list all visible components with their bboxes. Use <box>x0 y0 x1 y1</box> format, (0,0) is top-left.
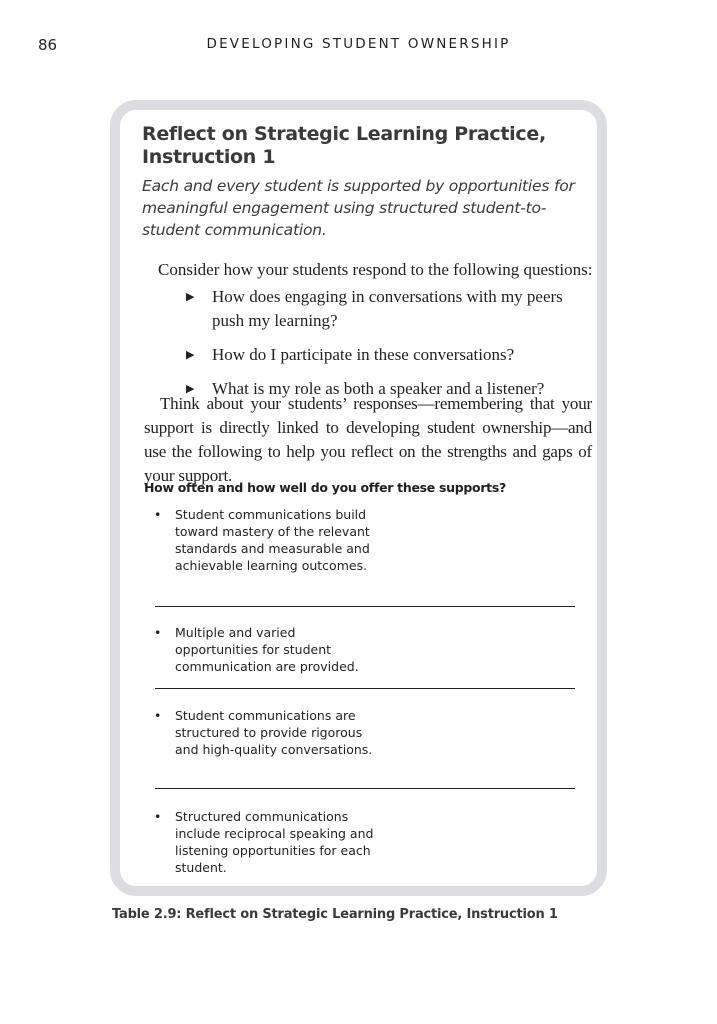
question-item: ▶ What is my role as both a speaker and a listener? <box>182 377 582 401</box>
bullet-icon: • <box>154 625 162 640</box>
triangle-right-icon: ▶ <box>186 383 195 395</box>
support-heading: How often and how well do you offer these supports? <box>144 480 506 495</box>
reflection-box: Reflect on Strategic Learning Practice, Instruction 1 Each and every student is supported by opportunities for meaningful engagement using structured student-to-student communication. Consider how your students respond to the following questions: ▶ How does engaging in conversations with my peers push my learning? ▶ How do I participate in these conversations? ▶ What is my role as both a speaker and a listener? Think about your students’ responses—remembering that your support is directly linked to developing student ownership—and use the following to help you reflect on the strengths and gaps of your support. How often and how well do you offer these supports? • Student communications build toward mastery of the relevant standards and measurable and achievable learning outcomes. • Multiple and varied opportunities for student communication are provided. • Student communications are structured to provide rigorous and high-quality conversations. • Structured communications include reciprocal speaking and listening opportunities for each student. <box>110 100 607 896</box>
response-line <box>155 688 575 689</box>
table-caption: Table 2.9: Reflect on Strategic Learning Practice, Instruction 1 <box>112 907 558 922</box>
bullet-icon: • <box>154 708 162 723</box>
running-head: DEVELOPING STUDENT OWNERSHIP <box>206 36 511 52</box>
box-title: Reflect on Strategic Learning Practice, Instruction 1 <box>142 123 546 168</box>
questions-intro: Consider how your students respond to the following questions: <box>158 260 593 279</box>
box-subtitle: Each and every student is supported by opportunities for meaningful engagement using structured student-to-student communication. <box>142 177 575 239</box>
response-line <box>155 606 575 607</box>
question-item: ▶ How does engaging in conversations with my peers push my learning? <box>186 287 563 330</box>
response-line <box>155 788 575 789</box>
triangle-right-icon: ▶ <box>186 291 195 303</box>
question-item: ▶ How do I participate in these conversations? <box>182 343 582 367</box>
reflect-paragraph: Think about your students’ responses—remembering that your support is directly linked to developing student ownership—and use the following to help you reflect on the strengths and gaps of your support. <box>144 394 592 485</box>
page-number: 86 <box>38 36 58 54</box>
bullet-icon: • <box>154 809 162 824</box>
triangle-right-icon: ▶ <box>186 349 195 361</box>
bullet-icon: • <box>154 507 162 522</box>
